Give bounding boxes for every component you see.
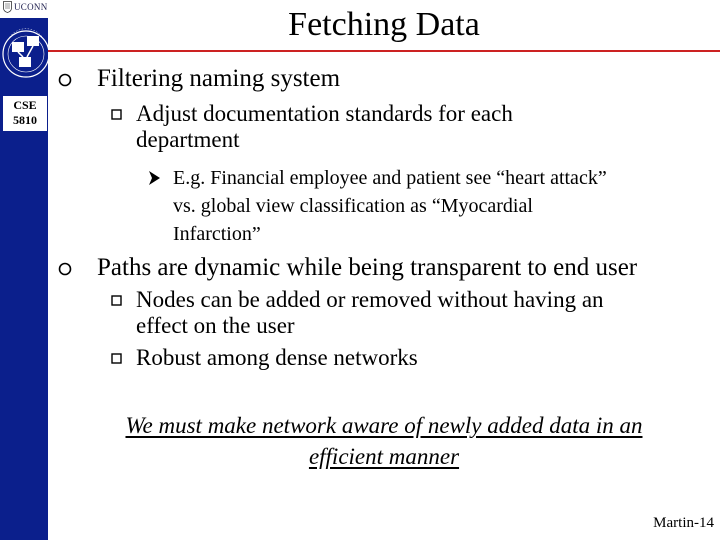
bullet-2-sub-1-line-1: Nodes can be added or removed without having an [136, 287, 604, 312]
bullet-1-sub-1-line-1: Adjust documentation standards for each [136, 101, 513, 126]
emphasis-line-2: efficient manner [308, 444, 460, 469]
hollow-circle-bullet-icon [58, 73, 72, 87]
course-tag [3, 96, 47, 131]
hollow-square-bullet-icon [111, 109, 122, 120]
bullet-1-text: Filtering naming system [97, 65, 341, 92]
arrowhead-bullet-icon [148, 170, 161, 186]
slide-title-text: Fetching Data [288, 6, 480, 43]
left-sidebar [0, 0, 48, 540]
bullet-2-text: Paths are dynamic while being transparent to end user [97, 254, 638, 281]
course-code-line2: 5810 [13, 113, 37, 127]
example-line-2: vs. global view classification as “Myocardial [173, 195, 533, 217]
emphasis-line-1: We must make network aware of newly added data in an [125, 413, 643, 438]
example-line-3: Infarction” [173, 223, 261, 245]
slide-footer-label: Martin-14 [653, 515, 714, 531]
course-code-line1: CSE [13, 98, 37, 112]
bullet-1-sub-1-line-2: department [136, 127, 240, 152]
emphasis-statement [48, 410, 720, 472]
bullet-2-sub-1-line-2: effect on the user [136, 313, 295, 338]
hollow-square-bullet-icon [111, 295, 122, 306]
example-line-1: E.g. Financial employee and patient see “heart attack” [173, 167, 607, 189]
hollow-square-bullet-icon [111, 353, 122, 364]
uconn-wordmark: UCONN [14, 2, 48, 12]
slide-title [0, 4, 720, 46]
bullet-2-sub-2: Robust among dense networks [136, 345, 418, 370]
title-rule [48, 50, 720, 52]
hollow-circle-bullet-icon [58, 262, 72, 276]
